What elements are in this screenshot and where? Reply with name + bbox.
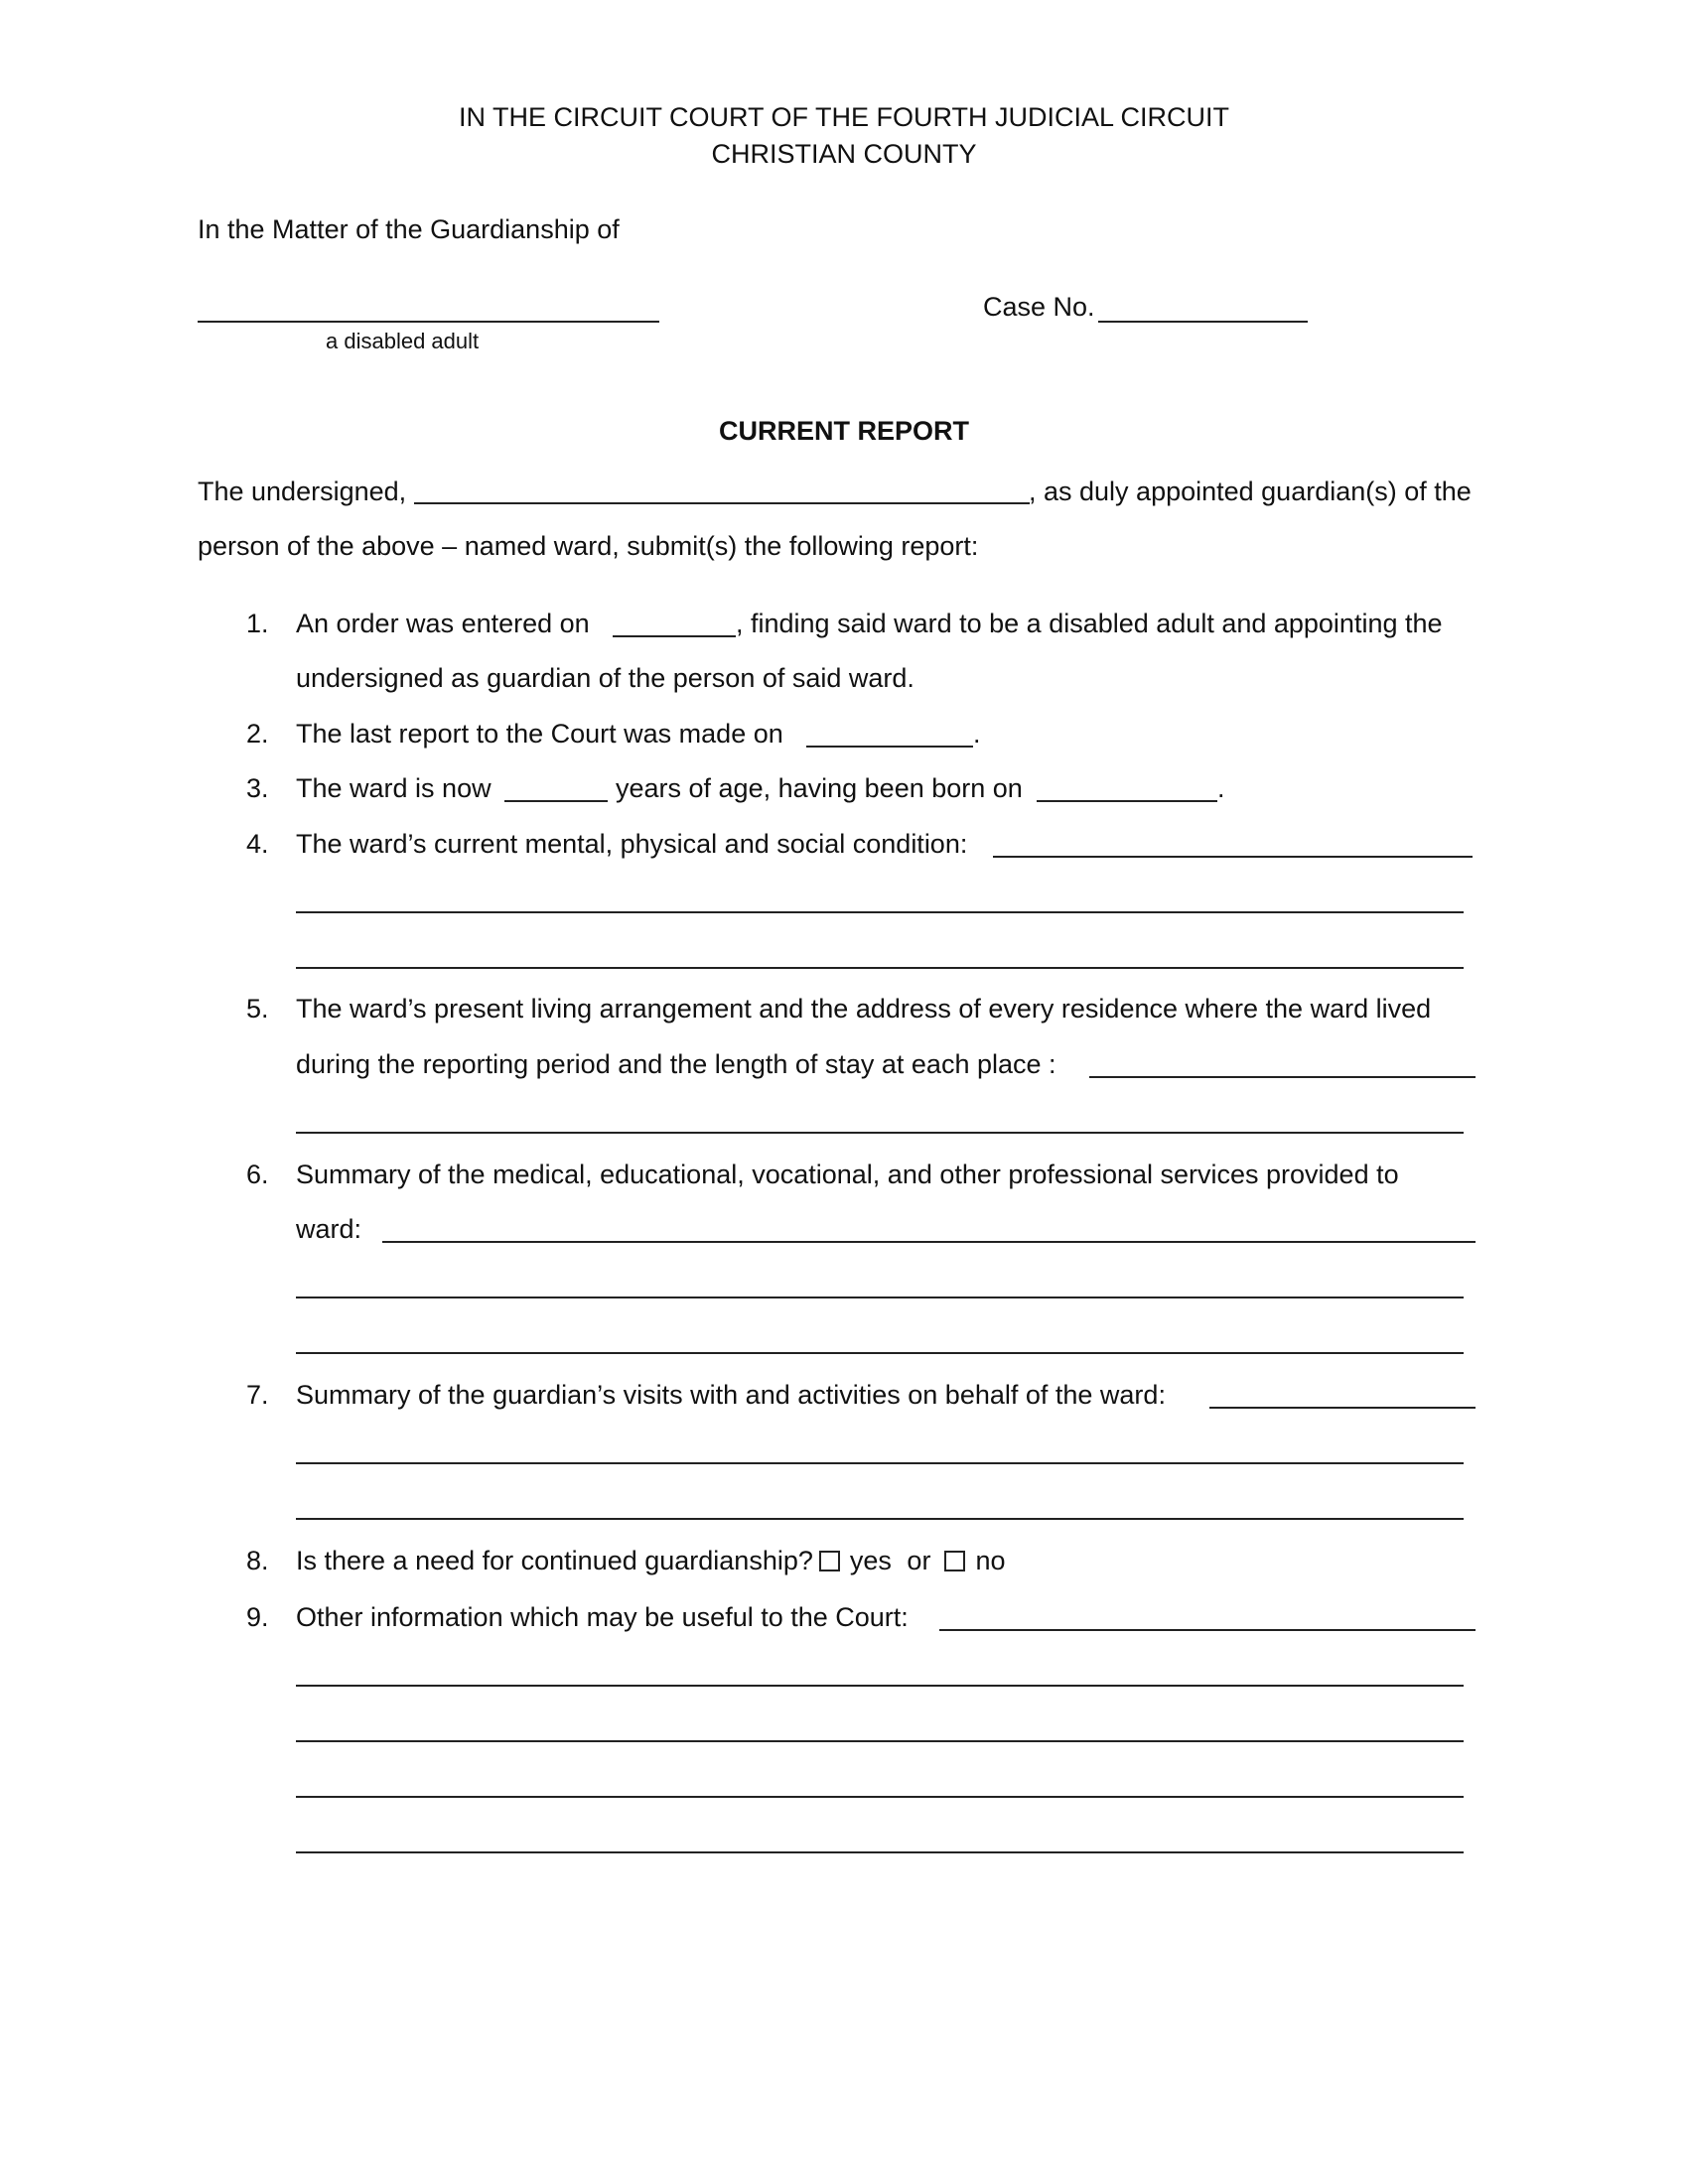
birth-date-field[interactable]	[1037, 800, 1217, 802]
matter-caption: In the Matter of the Guardianship of	[198, 214, 620, 244]
case-no-label: Case No.	[983, 292, 1095, 322]
case-no-field[interactable]	[1098, 321, 1308, 323]
intro-lead: The undersigned,	[198, 477, 407, 506]
item-3-period: .	[1217, 773, 1225, 803]
item-3-number: 3.	[246, 773, 269, 803]
item-3-text-a: The ward is now	[296, 773, 492, 803]
intro-tail: , as duly appointed guardian(s) of the	[1029, 477, 1472, 506]
other-info-field-line-3[interactable]	[296, 1740, 1464, 1742]
item-5-number: 5.	[246, 994, 269, 1024]
item-8-row	[296, 1544, 1005, 1577]
county-heading: CHRISTIAN COUNTY	[711, 139, 977, 169]
no-checkbox[interactable]	[944, 1551, 965, 1571]
item-6-text-a: Summary of the medical, educational, vocational, and other professional services provided to	[296, 1160, 1399, 1189]
other-info-field-line-1[interactable]	[939, 1629, 1476, 1631]
item-2-period: .	[973, 719, 981, 749]
other-info-field-line-2[interactable]	[296, 1685, 1464, 1687]
guardian-name-field[interactable]	[414, 502, 1030, 504]
item-8-number: 8.	[246, 1546, 269, 1575]
last-report-date-field[interactable]	[806, 746, 973, 748]
item-9-number: 9.	[246, 1602, 269, 1632]
no-label: no	[975, 1546, 1006, 1575]
item-7-text: Summary of the guardian’s visits with and activities on behalf of the ward:	[296, 1380, 1166, 1410]
item-3-text-b: years of age, having been born on	[616, 773, 1023, 803]
intro-line-2: person of the above – named ward, submit(s) the following report:	[198, 531, 979, 561]
condition-field-line-2[interactable]	[296, 911, 1464, 913]
item-1-text-c: undersigned as guardian of the person of said ward.	[296, 663, 914, 693]
yes-checkbox[interactable]	[819, 1551, 840, 1571]
condition-field-line-1[interactable]	[993, 856, 1473, 858]
ward-name-field[interactable]	[198, 321, 659, 323]
item-7-number: 7.	[246, 1380, 269, 1410]
item-6-number: 6.	[246, 1160, 269, 1189]
age-field[interactable]	[504, 800, 608, 802]
item-8-question: Is there a need for continued guardianship?	[296, 1546, 813, 1575]
visits-field-line-1[interactable]	[1209, 1407, 1476, 1409]
item-4-number: 4.	[246, 829, 269, 859]
order-date-field[interactable]	[613, 635, 736, 637]
other-info-field-line-4[interactable]	[296, 1796, 1464, 1798]
other-info-field-line-5[interactable]	[296, 1851, 1464, 1853]
services-field-line-2[interactable]	[296, 1297, 1464, 1298]
services-field-line-3[interactable]	[296, 1352, 1464, 1354]
item-5-text-a: The ward’s present living arrangement and the address of every residence where the ward lived	[296, 994, 1432, 1024]
report-title: CURRENT REPORT	[718, 416, 969, 446]
yes-label: yes	[849, 1546, 892, 1575]
living-arrangement-field-line-2[interactable]	[296, 1132, 1464, 1134]
item-1-number: 1.	[246, 609, 269, 638]
item-4-text: The ward’s current mental, physical and social condition:	[296, 829, 968, 859]
item-1-text-a: An order was entered on	[296, 609, 590, 638]
item-2-text: The last report to the Court was made on	[296, 719, 783, 749]
or-label: or	[907, 1546, 931, 1575]
court-heading: IN THE CIRCUIT COURT OF THE FOURTH JUDICIAL CIRCUIT	[458, 102, 1230, 132]
item-9-text: Other information which may be useful to the Court:	[296, 1602, 909, 1632]
item-1-text-b: , finding said ward to be a disabled adult and appointing the	[736, 609, 1443, 638]
visits-field-line-2[interactable]	[296, 1462, 1464, 1464]
item-6-text-b: ward:	[296, 1214, 362, 1244]
disabled-adult-label: a disabled adult	[326, 329, 480, 353]
item-5-text-b: during the reporting period and the length of stay at each place :	[296, 1049, 1056, 1079]
condition-field-line-3[interactable]	[296, 967, 1464, 969]
services-field-line-1[interactable]	[382, 1241, 1476, 1243]
living-arrangement-field-line-1[interactable]	[1089, 1076, 1476, 1078]
visits-field-line-3[interactable]	[296, 1518, 1464, 1520]
item-2-number: 2.	[246, 719, 269, 749]
